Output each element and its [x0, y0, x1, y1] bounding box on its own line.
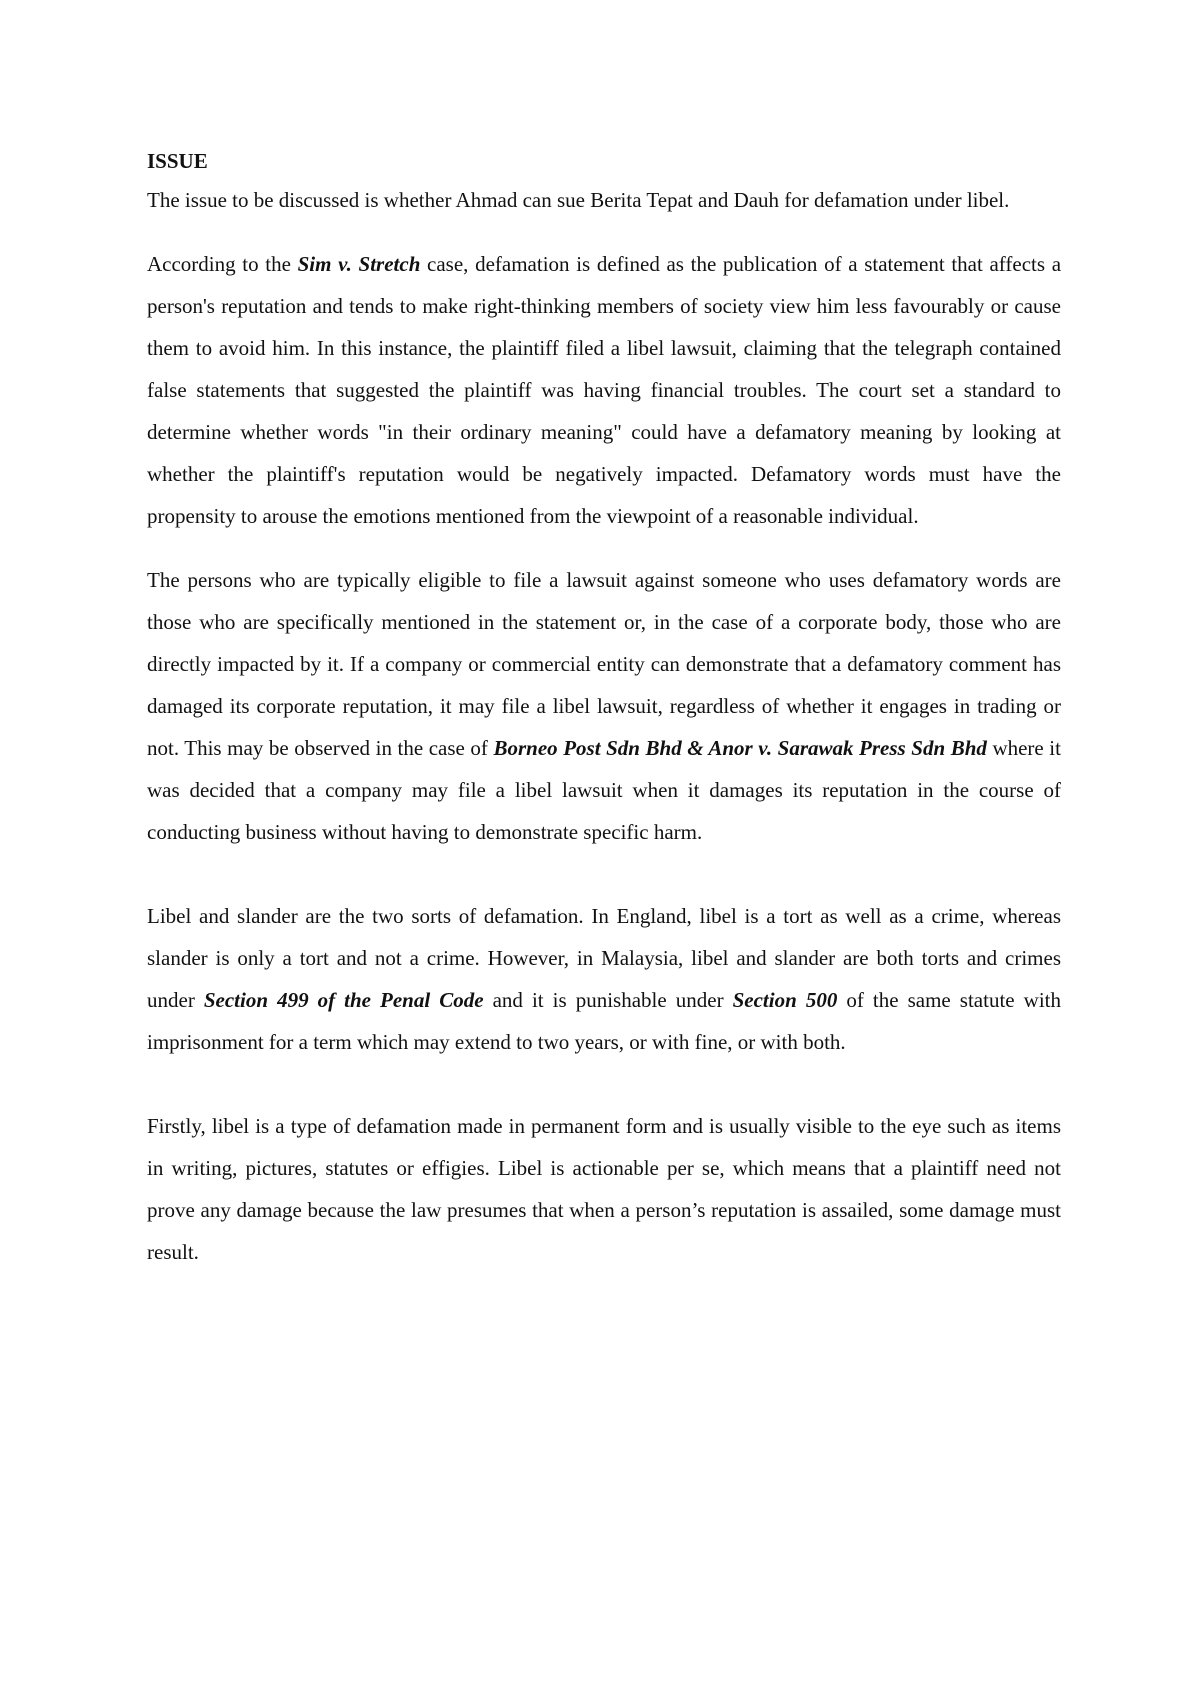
paragraph-issue: The issue to be discussed is whether Ahmad can sue Berita Tepat and Dauh for defamation under libel. — [147, 188, 1010, 212]
paragraph-text: where it was decided that a company may file a libel lawsuit when it damages its reputation in the course of conducting business without having to demonstrate specific harm. — [147, 736, 1061, 844]
section-heading: ISSUE — [147, 149, 208, 173]
paragraph-text: Libel and slander are the two sorts of defamation. In England, libel is a tort as well as a crime, whereas slander is only a tort and not a crime. However, in Malaysia, libel and slander are both torts and crimes under — [147, 904, 1061, 1012]
document-body — [147, 143, 1061, 1273]
case-citation: Sim v. Stretch — [297, 252, 421, 276]
paragraph-text: The persons who are typically eligible to file a lawsuit against someone who uses defamatory words are those who are specifically mentioned in the statement or, in the case of a corporate body, those who are directly impacted by it. If a company or commercial entity can demonstrate that a defamatory comment has damaged its corporate reputation, it may file a libel lawsuit, regardless of whether it engages in trading or not. This may be observed in the case of — [147, 568, 1061, 760]
paragraph-text: According to the — [147, 252, 298, 276]
statute-citation: Section 499 of the Penal Code — [203, 988, 484, 1012]
paragraph-text: and it is punishable under — [483, 988, 733, 1012]
paragraph-sim-v-stretch — [147, 243, 1061, 537]
paragraph-eligible-persons — [147, 559, 1061, 853]
paragraph-text: case, defamation is defined as the publication of a statement that affects a person's reputation and tends to make right-thinking members of society view him less favourably or cause them to avoid him. In this instance, the plaintiff filed a libel lawsuit, claiming that the telegraph contained false statements that suggested the plaintiff was having financial troubles. The court set a standard to determine whether words "in their ordinary meaning" could have a defamatory meaning by looking at whether the plaintiff's reputation would be negatively impacted. Defamatory words must have the propensity to arouse the emotions mentioned from the viewpoint of a reasonable individual. — [147, 252, 1062, 528]
paragraph-libel-slander — [147, 895, 1061, 1063]
statute-citation: Section 500 — [732, 988, 838, 1012]
paragraph-libel-definition: Firstly, libel is a type of defamation made in permanent form and is usually visible to the eye such as items in writing, pictures, statutes or effigies. Libel is actionable per se, which means that a plaintiff need not prove any damage because the law presumes that when a person’s reputation is assailed, some damage must result. — [147, 1114, 1061, 1264]
case-citation: Borneo Post Sdn Bhd & Anor v. Sarawak Press Sdn Bhd — [493, 736, 987, 760]
paragraph-text: of the same statute with imprisonment for a term which may extend to two years, or with fine, or with both. — [147, 988, 1061, 1054]
